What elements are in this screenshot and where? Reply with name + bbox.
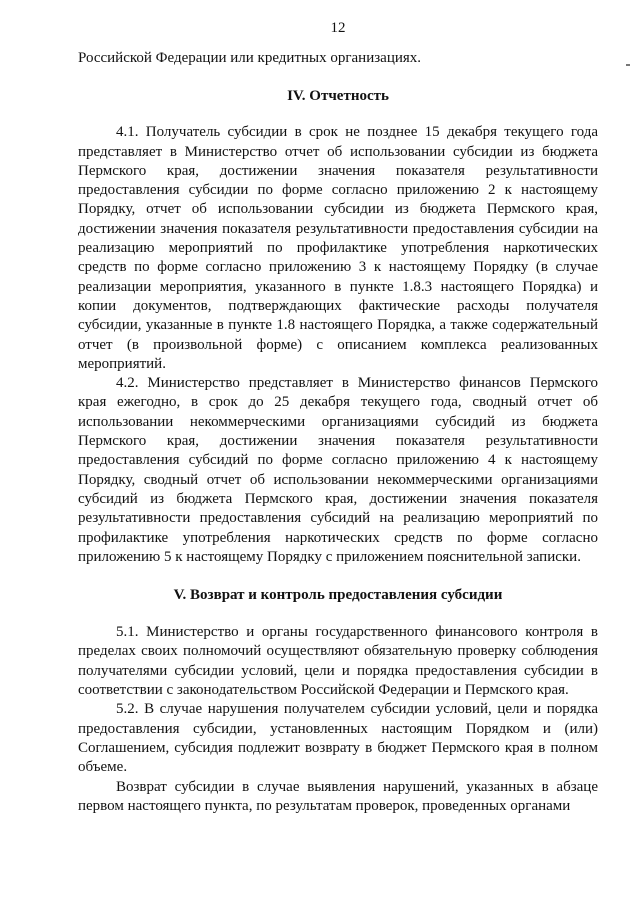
section-heading-refund-control: V. Возврат и контроль предоставления субсидии bbox=[173, 587, 503, 604]
paragraph-5-2: 5.2. В случае нарушения получателем субсидии условий, цели и порядка предоставления субсидии, установленных настоящим Порядком и (или) Соглашением, субсидия подлежит возврату в бюджет Пермского края в полном объеме. bbox=[78, 701, 598, 776]
section-heading-reporting: IV. Отчетность bbox=[287, 88, 389, 105]
continuation-paragraph: Российской Федерации или кредитных организациях. bbox=[78, 50, 422, 66]
scan-margin-mark bbox=[626, 64, 630, 66]
document-body bbox=[78, 49, 598, 816]
paragraph-5-1: 5.1. Министерство и органы государственного финансового контроля в пределах своих полномочий осуществляют обязательную проверку соблюдения получателями субсидии условий, цели и порядка предоставления субсидии в соответствии с законодательством Российской Федерации и Пермского края. bbox=[78, 624, 598, 699]
paragraph-4-2: 4.2. Министерство представляет в Министерство финансов Пермского края ежегодно, в срок до 25 декабря текущего года, сводный отчет об использовании некоммерческими организациями субсидий из бюджета Пермского края, достижении значения показателя результативности предоставления субсидий по форме согласно приложению 4 к настоящему Порядку, сводный отчет об использовании некоммерческими организациями субсидий из бюджета Пермского края, достижении значения показателя результативности предоставления субсидий на реализацию мероприятий по профилактике употребления наркотических средств по форме согласно приложению 5 к настоящему Порядку с приложением пояснительной записки. bbox=[78, 375, 598, 565]
paragraph-5-2-refund: Возврат субсидии в случае выявления нарушений, указанных в абзаце первом настоящего пункта, по результатам проверок, проведенных органами bbox=[78, 778, 598, 814]
paragraph-4-1: 4.1. Получатель субсидии в срок не позднее 15 декабря текущего года представляет в Министерство отчет об использовании субсидии из бюджета Пермского края, достижении значения показателя результативности предоставления субсидии по форме согласно приложению 2 к настоящему Порядку, отчет об использовании субсидии из бюджета Пермского края, достижении значения показателя результативности предоставления субсидии на реализацию мероприятий по профилактике употребления наркотических средств по форме согласно приложению 3 к настоящему Порядку (в случае реализации мероприятия, указанного в пункте 1.8.3 настоящего Порядка) и копии документов, подтверждающих фактические расходы получателя субсидии, указанные в пункте 1.8 настоящего Порядка, а также содержательный отчет (в произвольной форме) с описанием комплекса реализованных мероприятий. bbox=[78, 124, 598, 372]
page-number: 12 bbox=[330, 20, 346, 36]
document-page bbox=[78, 0, 598, 905]
